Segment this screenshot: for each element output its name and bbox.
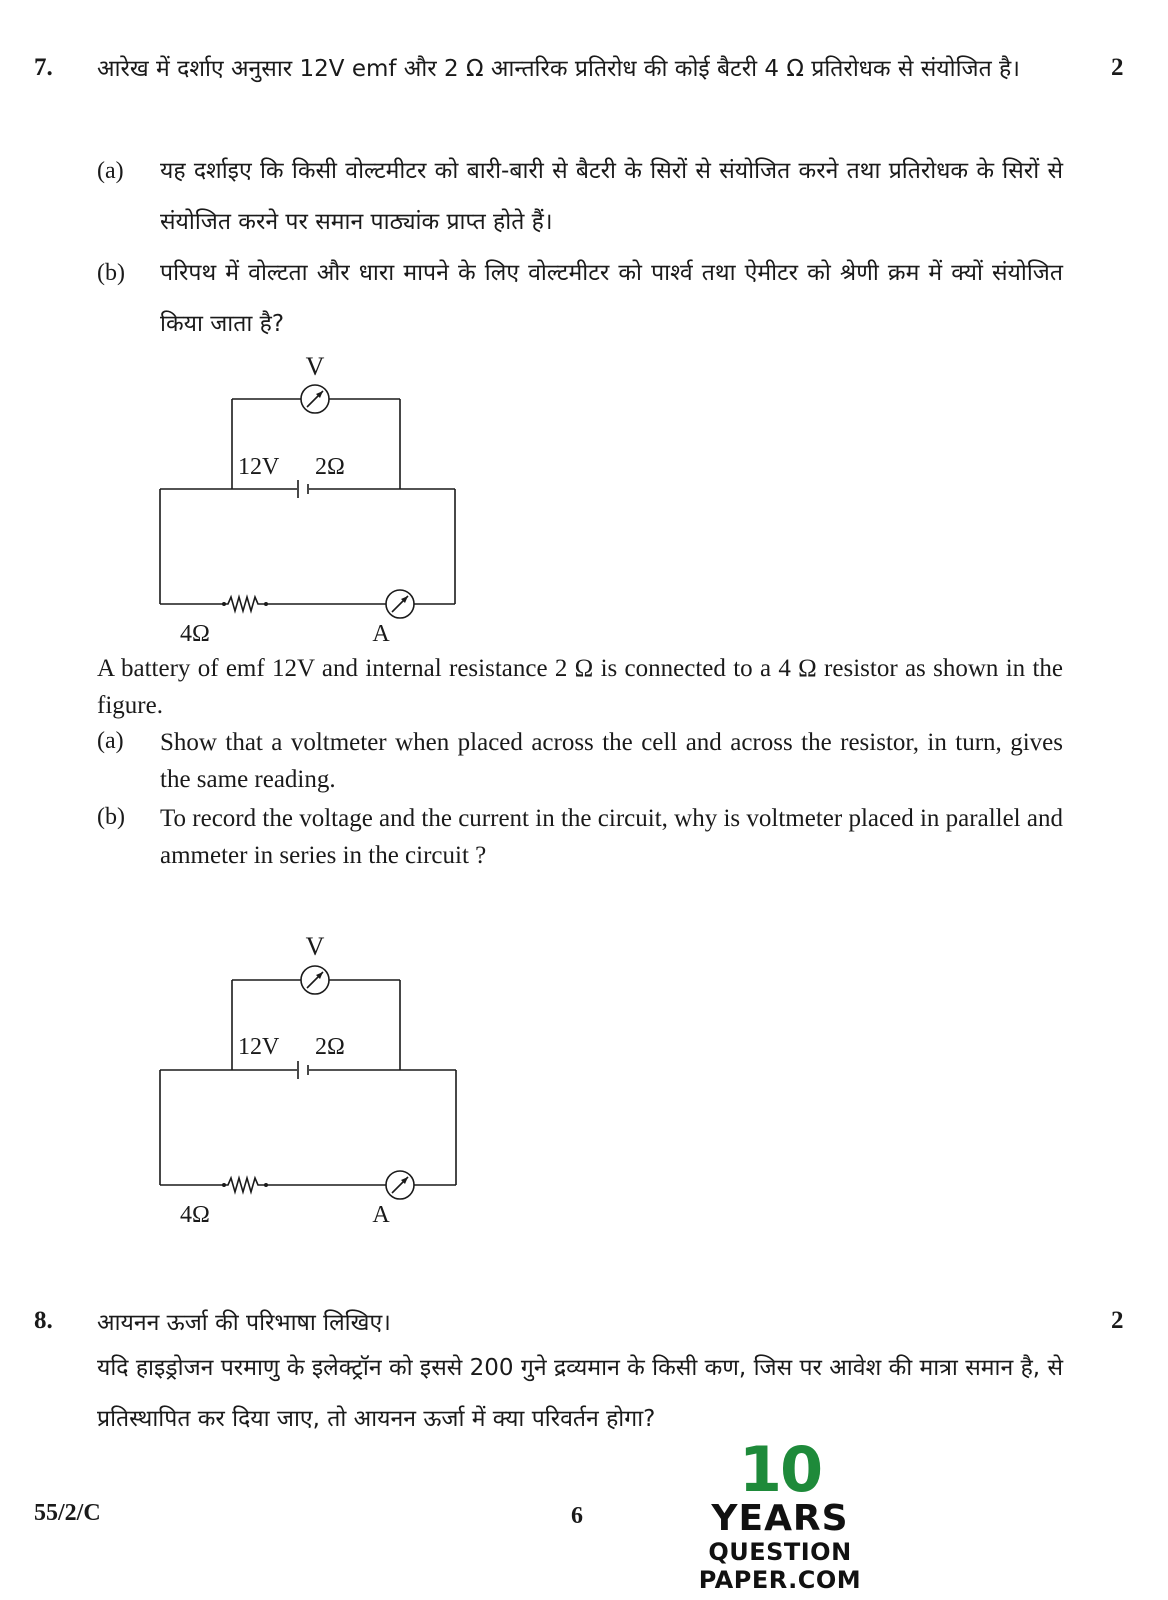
q7-hindi-part-a: यह दर्शाइए कि किसी वोल्टमीटर को बारी-बारी से बैटरी के सिरों से संयोजित करने तथा प्रतिरोधक के सिरों से संयोजित करने पर समान पाठ्यांक प्राप्त होते हैं। — [160, 158, 1063, 235]
watermark-logo — [632, 1433, 928, 1594]
q7-english-b-label: (b) — [97, 804, 125, 830]
ammeter-label-1: A — [372, 621, 390, 647]
q8-hindi-line1: आयनन ऊर्जा की परिभाषा लिखिए। — [97, 1310, 391, 1336]
paper-code: 55/2/C — [34, 1500, 101, 1526]
internal-resistance-label-1: 2Ω — [315, 454, 345, 480]
q7-hindi-a-label: (a) — [97, 158, 124, 184]
q7-hindi-b-label: (b) — [97, 260, 125, 286]
logo-site: QUESTION PAPER.COM — [698, 1538, 862, 1594]
q7-hindi-stem: आरेख में दर्शाए अनुसार 12V emf और 2 Ω आन्तरिक प्रतिरोध की कोई बैटरी 4 Ω प्रतिरोधक से संयोजित है। — [97, 56, 1020, 82]
logo-ten: 10 — [738, 1433, 822, 1506]
ammeter-label-2: A — [372, 1202, 390, 1228]
q7-english-stem: A battery of emf 12V and internal resistance 2 Ω is connected to a 4 Ω resistor as shown in the figure. — [97, 655, 1063, 719]
page-number: 6 — [571, 1503, 583, 1529]
resistor-label-2: 4Ω — [180, 1202, 210, 1228]
marks-q8: 2 — [1111, 1307, 1124, 1334]
emf-label-1: 12V — [238, 454, 280, 480]
question-number-7: 7. — [34, 54, 53, 81]
emf-label-2: 12V — [238, 1034, 280, 1060]
internal-resistance-label-2: 2Ω — [315, 1034, 345, 1060]
q7-english-a-label: (a) — [97, 728, 124, 754]
logo-years: YEARS — [711, 1498, 849, 1539]
resistor-label-1: 4Ω — [180, 621, 210, 647]
q7-english-part-b: To record the voltage and the current in the circuit, why is voltmeter placed in parallel and ammeter in series in the circuit ? — [160, 805, 1063, 869]
q7-hindi-part-b: परिपथ में वोल्टता और धारा मापने के लिए वोल्टमीटर को पार्श्व तथा ऐमीटर को श्रेणी क्रम में क्यों संयोजित किया जाता है? — [160, 260, 1063, 337]
q7-english-part-a: Show that a voltmeter when placed across the cell and across the resistor, in turn, gives the same reading. — [160, 729, 1063, 793]
voltmeter-label-2: V — [305, 932, 325, 961]
question-number-8: 8. — [34, 1307, 53, 1334]
q8-hindi-line2: यदि हाइड्रोजन परमाणु के इलेक्ट्रॉन को इससे 200 गुने द्रव्यमान के किसी कण, जिस पर आवेश की मात्रा समान है, से प्रतिस्थापित कर दिया जाए, तो आयनन ऊर्जा में क्या परिवर्तन होगा? — [97, 1355, 1063, 1432]
voltmeter-label-1: V — [305, 352, 325, 381]
marks-q7: 2 — [1111, 54, 1124, 81]
